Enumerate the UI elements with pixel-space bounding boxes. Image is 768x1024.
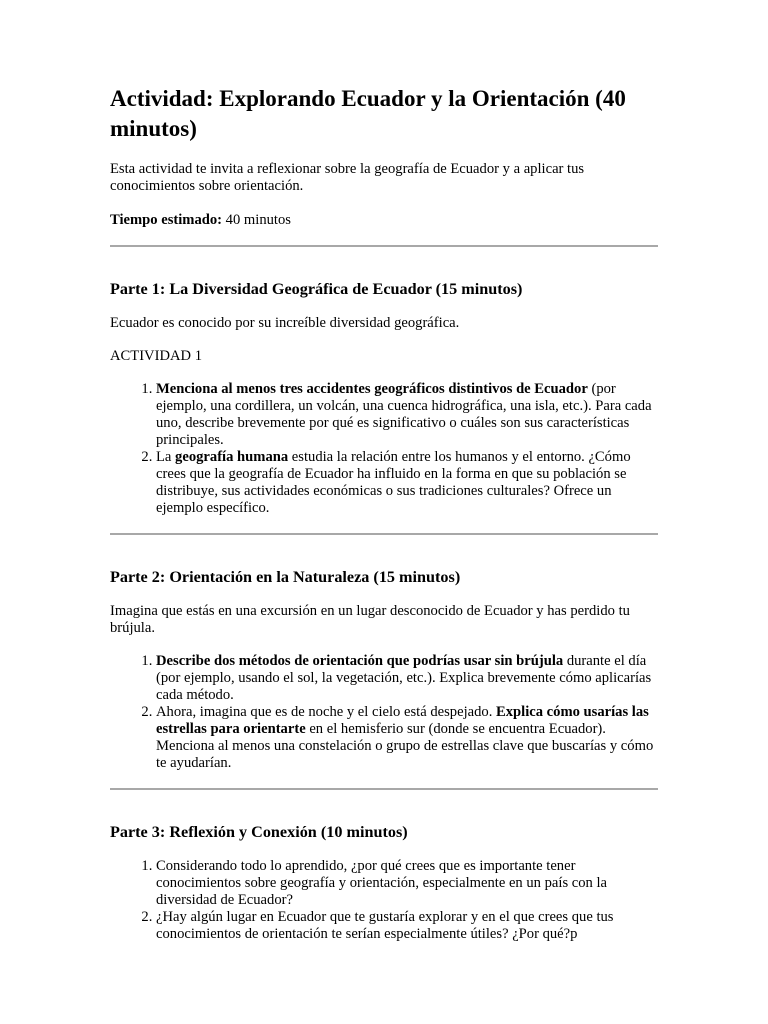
item-text: Considerando todo lo aprendido, ¿por qué crees que es importante tener conocimientos sobre geografía y orientación, especialmente en un país con la diversidad de Ecuador?	[156, 858, 608, 908]
part1-heading: Parte 1: La Diversidad Geográfica de Ecuador (15 minutos)	[110, 280, 523, 298]
list-item	[156, 704, 658, 772]
section-divider	[110, 533, 658, 535]
item-text: ¿Hay algún lugar en Ecuador que te gustaría explorar y en el que crees que tus conocimientos de orientación te serían especialmente útiles? ¿Por qué?p	[156, 909, 614, 942]
item-pre-text: La	[156, 449, 176, 465]
activity-label: ACTIVIDAD 1	[110, 348, 203, 364]
part1-list	[110, 381, 658, 517]
list-item	[156, 858, 658, 909]
part3-heading: Parte 3: Reflexión y Conexión (10 minutos)	[110, 823, 408, 841]
part2-heading: Parte 2: Orientación en la Naturaleza (15 minutos)	[110, 568, 461, 586]
estimated-time	[110, 212, 658, 229]
item-text: (por ejemplo, una cordillera, un volcán, una cuenca hidrográfica, una isla, etc.). Para cada uno, describe brevemente por qué es significativo o cuáles son sus características principales.	[156, 381, 652, 448]
item-text: en el hemisferio sur (donde se encuentra Ecuador). Menciona al menos una constelación o grupo de estrellas clave que buscarías y cómo te ayudarían.	[156, 721, 654, 771]
item-text: estudia la relación entre los humanos y el entorno. ¿Cómo crees que la geografía de Ecuador ha influido en la forma en que su población se distribuye, sus actividades económicas o sus tradiciones culturales? Ofrece un ejemplo específico.	[156, 449, 631, 516]
intro-paragraph: Esta actividad te invita a reflexionar sobre la geografía de Ecuador y a aplicar tus conocimientos sobre orientación.	[110, 161, 585, 194]
item-bold-text: Explica cómo usarías las estrellas para orientarte	[156, 704, 649, 737]
item-text: durante el día (por ejemplo, usando el sol, la vegetación, etc.). Explica brevemente cómo aplicarías cada método.	[156, 653, 652, 703]
item-pre-text: Ahora, imagina que es de noche y el cielo está despejado.	[156, 704, 496, 720]
part2-list	[110, 653, 658, 772]
part2-intro: Imagina que estás en una excursión en un lugar desconocido de Ecuador y has perdido tu brújula.	[110, 603, 630, 636]
estimated-time-label: Tiempo estimado:	[110, 212, 223, 228]
page-title: Actividad: Explorando Ecuador y la Orientación (40 minutos)	[110, 86, 626, 141]
estimated-time-value: 40 minutos	[222, 212, 291, 228]
list-item	[156, 909, 658, 943]
list-item	[156, 449, 658, 517]
item-bold-text: geografía humana	[175, 449, 289, 465]
section-divider	[110, 788, 658, 790]
part3-list	[110, 858, 658, 943]
list-item	[156, 381, 658, 449]
list-item	[156, 653, 658, 704]
item-bold-text: Menciona al menos tres accidentes geográficos distintivos de Ecuador	[156, 381, 588, 397]
part1-intro: Ecuador es conocido por su increíble diversidad geográfica.	[110, 315, 460, 331]
item-bold-text: Describe dos métodos de orientación que podrías usar sin brújula	[156, 653, 564, 669]
section-divider	[110, 245, 658, 247]
